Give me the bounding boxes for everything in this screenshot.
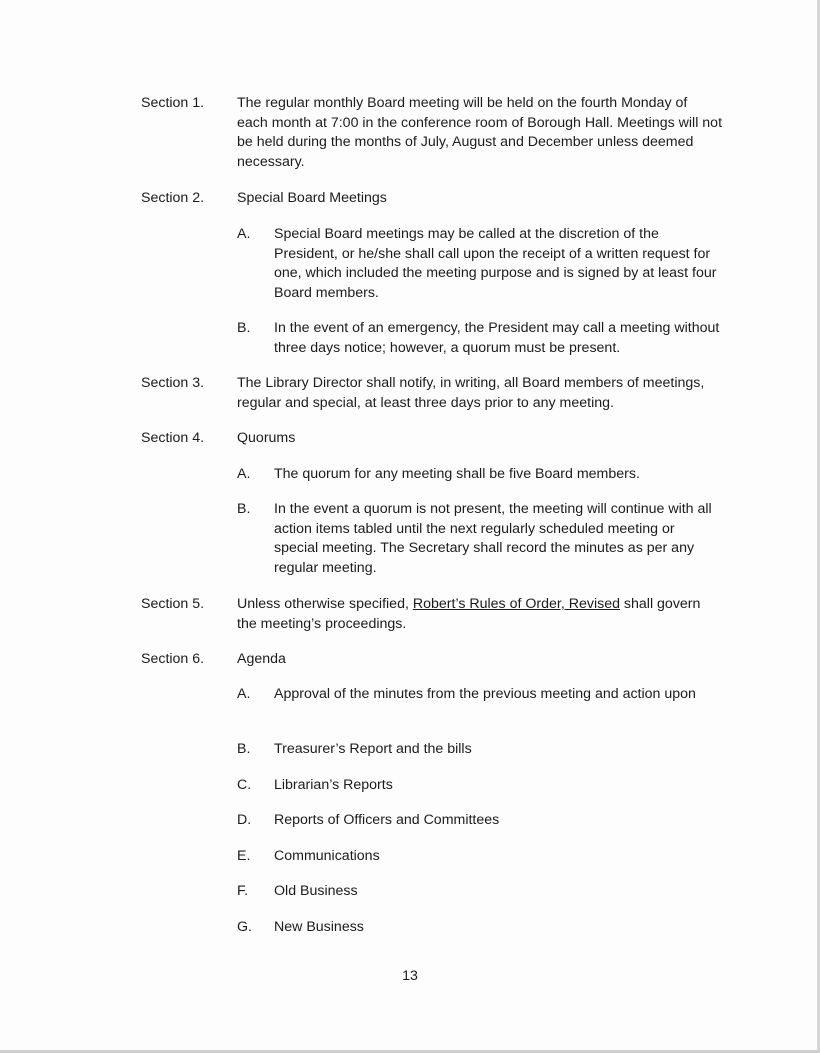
item-text: New Business: [274, 919, 364, 935]
section-text: [237, 595, 722, 634]
item-letter: B.: [237, 320, 251, 336]
item-letter: A.: [237, 226, 251, 242]
item-text: In the event of an emergency, the President may call a meeting without three days notice; however, a quorum must be present.: [274, 320, 720, 356]
section-text: The regular monthly Board meeting will be held on the fourth Monday of each month at 7:00 in the conference room of Borough Hall. Meetings will not be held during the months of July, August and December unless deemed necessary.: [237, 95, 723, 170]
item-text: Approval of the minutes from the previous meeting and action upon: [274, 686, 696, 702]
underlined-title: Robert’s Rules of Order, Revised: [412, 596, 620, 612]
item-letter: A.: [237, 686, 251, 702]
item-letter: D.: [237, 812, 252, 828]
section-heading: Special Board Meetings: [237, 190, 387, 206]
item-text: Librarian’s Reports: [274, 777, 393, 793]
section-label: Section 2.: [141, 190, 205, 206]
item-text: Reports of Officers and Committees: [274, 812, 500, 828]
item-text: Special Board meetings may be called at the discretion of the President, or he/she shall call upon the receipt of a written request for one, which included the meeting purpose and is signed by at least four Board members.: [274, 226, 717, 301]
section-label: Section 1.: [141, 95, 205, 111]
item-letter: A.: [237, 466, 251, 482]
section-label: Section 3.: [141, 375, 205, 391]
section-text-tail: shall govern the meeting’s proceedings.: [237, 596, 701, 632]
section-heading: Quorums: [237, 430, 296, 446]
item-text: In the event a quorum is not present, the meeting will continue with all action items tabled until the next regularly scheduled meeting or special meeting. The Secretary shall record the minutes as per any regular meeting.: [274, 501, 712, 576]
section-heading: Agenda: [237, 651, 286, 667]
item-letter: C.: [237, 777, 252, 793]
item-letter: E.: [237, 848, 251, 864]
item-text: Old Business: [274, 883, 358, 899]
section-text-lead: Unless otherwise specified,: [237, 596, 413, 612]
item-text: Communications: [274, 848, 380, 864]
item-text: The quorum for any meeting shall be five Board members.: [274, 466, 640, 482]
page-number: 13: [402, 968, 418, 984]
section-label: Section 6.: [141, 651, 205, 667]
item-letter: B.: [237, 741, 251, 757]
item-letter: G.: [237, 919, 252, 935]
section-text: The Library Director shall notify, in writing, all Board members of meetings, regular and special, at least three days prior to any meeting.: [237, 375, 705, 411]
item-letter: F.: [237, 883, 249, 899]
section-label: Section 5.: [141, 596, 205, 612]
item-text: Treasurer’s Report and the bills: [274, 741, 472, 757]
section-label: Section 4.: [141, 430, 205, 446]
item-letter: B.: [237, 501, 251, 517]
